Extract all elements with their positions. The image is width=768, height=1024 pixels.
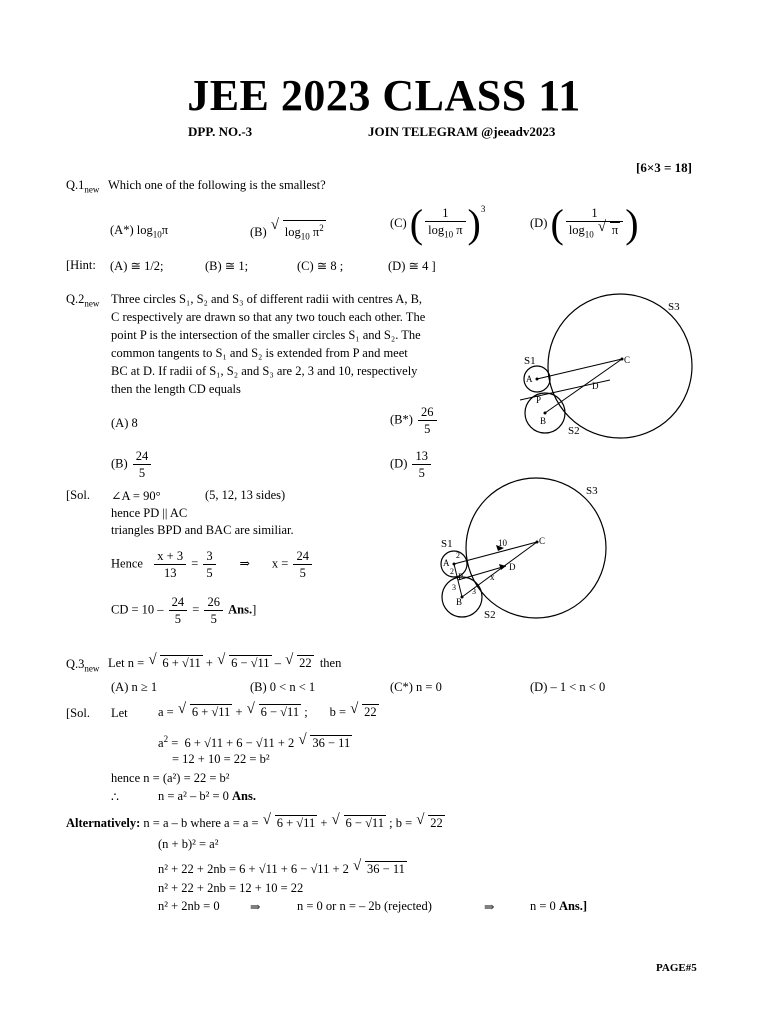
q3-sol-label: [Sol. (66, 706, 90, 720)
q2-sol-angle: ∠A = 90° (111, 489, 161, 503)
q3-alt-line-5: n² + 2nb = 0 (158, 899, 220, 913)
q3-sol-hence: hence n = (a²) = 22 = b² (111, 771, 230, 785)
q2-line-6: then the length CD equals (111, 382, 241, 396)
fig1-label-d: D (592, 381, 599, 391)
q3-alt-line-2: (n + b)² = a² (158, 837, 219, 851)
page-title: JEE 2023 CLASS 11 (187, 71, 581, 120)
q3-sol-result: n = a² – b² = 0 Ans. (158, 789, 256, 803)
fig2-label-b: B (456, 597, 463, 607)
q2-sol-parallel: hence PD || AC (111, 506, 188, 520)
q3-sol-therefore-sign: ∴ (111, 790, 119, 804)
q2-option-b: (B*) $\frac{26}{5}$ (390, 404, 439, 437)
fig2-label-a: A (443, 558, 450, 568)
fig2-label-10: 10 (498, 538, 507, 548)
q1-label: $Q.1_{new}$ (66, 178, 100, 195)
fig2-label-s1: S1 (441, 538, 453, 550)
q3-alt-result: n = 0 Ans.] (530, 899, 588, 913)
fig1-label-p: P (536, 395, 542, 405)
page-number: PAGE#5 (656, 962, 697, 974)
q2-solution-figure (430, 476, 620, 626)
q2-sol-cd: CD = 10 – $\frac{24}{5}$ = $\frac{26}{5}$ Ans.] (111, 595, 257, 626)
q3-alt-arrow-1: ⇒ (250, 900, 261, 914)
q2-option-a: (A) 8 (111, 416, 138, 430)
q3-option-a: (A) n ≥ 1 (111, 680, 158, 694)
fig1-label-c: C (624, 355, 631, 365)
q1-hint-a: (A) ≅ 1/2; (110, 259, 164, 273)
q3-alt-arrow-2: ⇒ (484, 900, 495, 914)
q3-alt-line-3: n² + 22 + 2nb = 6 + √11 + 6 − √11 + 2 √ 36 − 11 (158, 861, 407, 877)
q2-line-2: C respectively are drawn so that any two touch each other. The (111, 310, 426, 324)
q3-alt-line-4: n² + 22 + 2nb = 12 + 10 = 22 (158, 881, 304, 895)
q3-sol-a-def: a = √ 6 + √11 + √ 6 − √11 ; b = √ 22 (158, 704, 379, 720)
q2-sol-sides: (5, 12, 13 sides) (205, 488, 286, 502)
q2-line-1: Three circles S₁, S₂ and S₃ of different radii with centres A, B, (111, 292, 423, 306)
q2-label: $Q.2_{new}$ (66, 292, 100, 309)
q3-alt-line-5b: n = 0 or n = – 2b (rejected) (297, 899, 432, 913)
q3-alternative: Alternatively: n = a – b where a = a = √ 6 + √11 + √ 6 − √11 ; b = √ 22 (66, 815, 445, 831)
fig2-label-x: x (490, 572, 495, 582)
fig2-label-d: D (509, 562, 516, 572)
q1-text: Which one of the following is the smallest? (108, 178, 326, 192)
fig2-label-3a: 3 (452, 583, 456, 592)
q1-option-c: (C) ( $\frac{1}{\log_{10} \pi}$ )$^3$ (390, 201, 486, 246)
fig1-label-s1: S1 (524, 355, 536, 367)
circle-s3 (548, 294, 692, 438)
q2-option-c: (B) $\frac{24}{5}$ (111, 448, 153, 481)
marks-scheme: [6×3 = 18] (636, 160, 692, 175)
fig2-label-3b: 3 (472, 587, 476, 596)
fig1-label-a: A (526, 374, 533, 384)
q3-option-d: (D) – 1 < n < 0 (530, 680, 606, 694)
q2-option-d: (D) $\frac{13}{5}$ (390, 448, 433, 481)
telegram-text: JOIN TELEGRAM @jeeadv2023 (368, 124, 556, 139)
q2-sol-equation: Hence $\frac{x + 3}{13}$ = $\frac{3}{5}$ ⇒ x = $\frac{24}{5}$ (111, 548, 314, 581)
fig1-label-s2: S2 (568, 425, 580, 437)
fig2-label-c: C (539, 536, 546, 546)
dpp-number: DPP. NO.-3 (188, 124, 253, 139)
q3-sol-a-squared: $a^2 = 6 + √11 + 6 - √11 + 2$ √ 36 − 11 (158, 734, 352, 751)
q3-label: $Q.3_{new}$ (66, 657, 100, 674)
q2-sol-label: [Sol. (66, 488, 90, 502)
q1-hint-c: (C) ≅ 8 ; (297, 259, 344, 273)
fig2-label-2b: 2 (450, 567, 454, 576)
q3-sol-sum: = 12 + 10 = 22 = b² (172, 752, 270, 766)
fig1-label-b: B (540, 416, 547, 426)
fig2-label-2a: 2 (456, 551, 460, 560)
q1-hint-d: (D) ≅ 4 ] (388, 259, 436, 273)
fig1-label-s3: S3 (668, 301, 680, 313)
q2-sol-similar: triangles BPD and BAC are similiar. (111, 523, 294, 537)
fig2-label-s3: S3 (586, 485, 598, 497)
fig2-label-s2: S2 (484, 609, 496, 621)
sol-circle-s3 (466, 478, 606, 618)
q3-sol-let: Let (111, 706, 128, 720)
fig2-label-p: P (458, 572, 464, 582)
q3-option-b: (B) 0 < n < 1 (250, 680, 316, 694)
q3-question: Let n = √ 6 + √11 + √ 6 − √11 – √ 22 then (108, 655, 341, 671)
q2-line-4: common tangents to S₁ and S₂ is extended from P and meet (111, 346, 408, 360)
q1-option-b: (B) √ $\log_{10} \pi^2$ (250, 220, 326, 245)
q1-hint-b: (B) ≅ 1; (205, 259, 249, 273)
q2-figure-circles (510, 280, 710, 440)
q2-line-5: BC at D. If radii of S₁, S₂ and S₃ are 2, 3 and 10, respectively (111, 364, 418, 378)
q1-option-d: (D) ( $\frac{1}{\log_{10} √ \pi}$ ) (530, 204, 639, 244)
q1-hint-label: [Hint: (66, 258, 96, 272)
q2-line-3: point P is the intersection of the smaller circles S₁ and S₂. The (111, 328, 421, 342)
q3-option-c: (C*) n = 0 (390, 680, 442, 694)
q1-option-a: (A*) $\log_{10}\pi$ (110, 223, 169, 240)
